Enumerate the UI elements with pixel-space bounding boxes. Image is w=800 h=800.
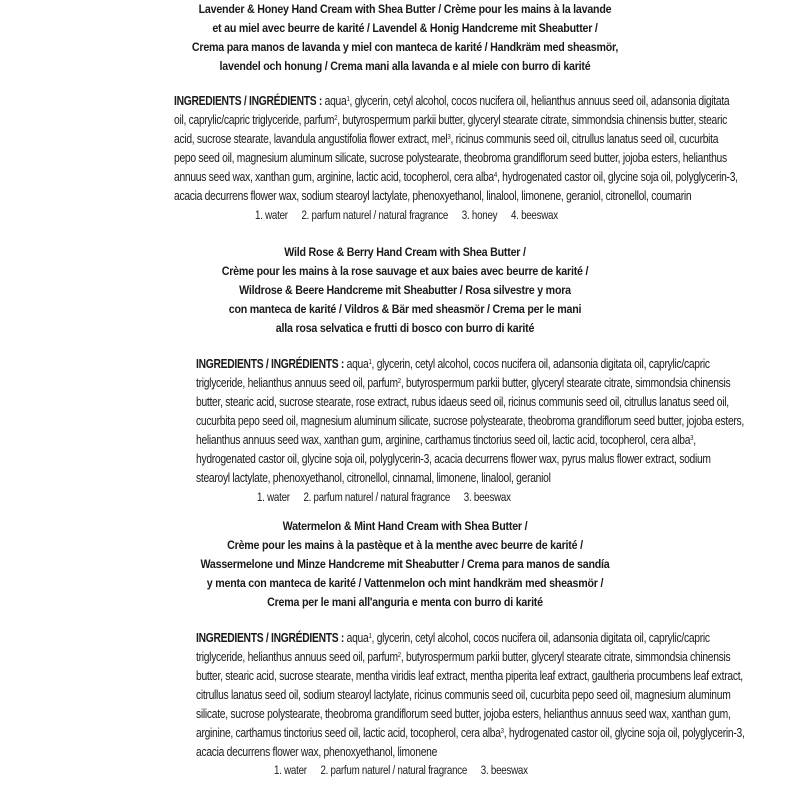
- title-line: Crema para manos de lavanda y miel con manteca de karité / Handkräm med sheasmör,: [191, 40, 619, 54]
- title-line: alla rosa selvatica e frutti di bosco con burro di karité: [275, 321, 535, 335]
- ingredients-label: INGREDIENTS / INGRÉDIENTS :: [174, 93, 323, 108]
- ingredients-label: INGREDIENTS / INGRÉDIENTS :: [196, 630, 345, 645]
- title-line: Lavender & Honey Hand Cream with Shea Butter / Crème pour les mains à la lavande: [198, 2, 612, 16]
- footnote-marker: 2: [397, 650, 401, 659]
- product-title: [186, 517, 625, 612]
- ingredients-list: [196, 628, 747, 761]
- title-line: y menta con manteca de karité / Vattenmelon och mint handkräm med sheasmör /: [206, 576, 604, 590]
- ingredients-run: , hydrogenated castor oil, glycine soja oil, polyglycerin-3, acacia decurrens flower wax, pyrus malus flower extract, sodium stearoyl lactylate, phenoxyethanol, citronellol, cinnamal, limonene, linalool, geraniol: [196, 432, 711, 485]
- footnote-marker: 3: [690, 433, 694, 442]
- footnote: 3. beeswax: [480, 763, 528, 777]
- title-line: Crème pour les mains à la rose sauvage et aux baies avec beurre de karité /: [221, 264, 589, 278]
- ingredients-run: aqua: [322, 93, 347, 108]
- footnote-marker: 3: [500, 726, 504, 735]
- ingredients-list: [174, 91, 739, 205]
- footnotes: [257, 488, 579, 506]
- title-line: et au miel avec beurre de karité / Lavendel & Honig Handcreme mit Sheabutter /: [212, 21, 598, 35]
- ingredients-run: , butyrospermum parkii butter, glyceryl stearate citrate, simmondsia chinensis butter, stearic acid, sucrose stearate, rose extract, rubus idaeus seed oil, ricinus communis seed oil, citrullus lanatus seed oil, cucurbita pepo seed oil, magnesium aluminum silicate, sucrose polystearate, theobroma grandiflorum seed butter, jojoba esters, helianthus annuus seed wax, xanthan gum, arginine, carthamus tinctorius seed oil, lactic acid, tocopherol, cera alba: [196, 375, 744, 447]
- footnote-marker: 2: [334, 113, 338, 122]
- ingredients-list: [196, 354, 747, 487]
- ingredients-text: [174, 93, 738, 203]
- footnotes: [274, 761, 583, 779]
- title-line: Crema per le mani all'anguria e menta con burro di karité: [267, 595, 543, 609]
- product-section-lavender-honey: [150, 0, 738, 224]
- ingredients-run: , hydrogenated castor oil, glycine soja oil, polyglycerin-3, acacia decurrens flower wax, phenoxyethanol, limonene: [196, 725, 745, 759]
- ingredients-run: , hydrogenated castor oil, glycine soja oil, polyglycerin-3, acacia decurrens flower wax, sodium stearoyl lactylate, phenoxyethanol, linalool, limonene, geraniol, citronellol, coumarin: [174, 169, 738, 203]
- title-line: Crème pour les mains à la pastèque et à la menthe avec beurre de karité /: [227, 538, 583, 552]
- title-line: con manteca de karité / Vildros & Bär med sheasmör / Crema per le mani: [228, 302, 582, 316]
- footnotes: [255, 206, 579, 224]
- ingredients-run: , ricinus communis seed oil, citrullus lanatus seed oil, cucurbita pepo seed oil, magnesium aluminum silicate, sucrose polystearate, theobroma grandiflorum seed butter, jojoba esters, helianthus annuus seed wax, xanthan gum, arginine, lactic acid, tocopherol, cera alba: [174, 131, 727, 184]
- ingredients-run: , glycerin, cetyl alcohol, cocos nucifera oil, adansonia digitata oil, caprylic/capric triglyceride, helianthus annuus seed oil, parfum: [196, 356, 710, 390]
- ingredients-text: [196, 630, 745, 759]
- footnote-marker: 1: [346, 94, 350, 103]
- ingredients-run: aqua: [344, 356, 369, 371]
- footnote: 2. parfum naturel / natural fragrance: [301, 208, 449, 222]
- title-line: Wild Rose & Berry Hand Cream with Shea Butter /: [284, 245, 526, 259]
- footnote-marker: 4: [493, 170, 497, 179]
- title-line: Wassermelone und Minze Handcreme mit Sheabutter / Crema para manos de sandía: [200, 557, 610, 571]
- footnote: 1. water: [255, 208, 288, 222]
- footnote: 2. parfum naturel / natural fragrance: [303, 490, 451, 504]
- ingredients-run: aqua: [344, 630, 369, 645]
- title-line: Watermelon & Mint Hand Cream with Shea Butter /: [282, 519, 528, 533]
- footnote: 3. honey: [461, 208, 498, 222]
- ingredients-run: , glycerin, cetyl alcohol, cocos nucifera oil, helianthus annuus seed oil, adansonia digitata oil, caprylic/capric triglyceride, parfum: [174, 93, 730, 127]
- footnote: 1. water: [274, 763, 307, 777]
- ingredients-run: , butyrospermum parkii butter, glyceryl stearate citrate, simmondsia chinensis butter, stearic acid, sucrose stearate, lavandula angustifolia flower extract, mel: [174, 112, 728, 146]
- ingredients-run: , glycerin, cetyl alcohol, cocos nucifera oil, adansonia digitata oil, caprylic/capric triglyceride, helianthus annuus seed oil, parfum: [196, 630, 710, 664]
- product-title: [186, 243, 625, 338]
- product-section-wild-rose-berry: [150, 243, 744, 506]
- footnote: 2. parfum naturel / natural fragrance: [320, 763, 468, 777]
- footnote-marker: 2: [397, 376, 401, 385]
- title-line: Wildrose & Beere Handcreme mit Sheabutter / Rosa silvestre y mora: [239, 283, 571, 297]
- footnote: 4. beeswax: [510, 208, 558, 222]
- footnote-marker: 1: [368, 631, 372, 640]
- footnote: 1. water: [257, 490, 290, 504]
- product-section-watermelon-mint: [150, 517, 745, 779]
- footnote: 3. beeswax: [463, 490, 511, 504]
- footnote-marker: 1: [368, 357, 372, 366]
- ingredients-run: , butyrospermum parkii butter, glyceryl stearate citrate, simmondsia chinensis butter, stearic acid, sucrose stearate, mentha viridis leaf extract, mentha piperita leaf extract, gaultheria procumbens leaf extract, citrullus lanatus seed oil, sodium stearoyl lactylate, ricinus communis seed oil, cucurbita pepo seed oil, magnesium aluminum silicate, sucrose polystearate, theobroma grandiflorum seed butter, jojoba esters, helianthus annuus seed wax, xanthan gum, arginine, carthamus tinctorius seed oil, lactic acid, tocopherol, cera alba: [196, 649, 743, 740]
- footnote-marker: 3: [447, 132, 451, 141]
- title-line: lavendel och honung / Crema mani alla lavanda e al miele con burro di karité: [219, 59, 591, 73]
- product-title: [186, 0, 625, 76]
- ingredients-text: [196, 356, 744, 485]
- ingredients-label: INGREDIENTS / INGRÉDIENTS :: [196, 356, 345, 371]
